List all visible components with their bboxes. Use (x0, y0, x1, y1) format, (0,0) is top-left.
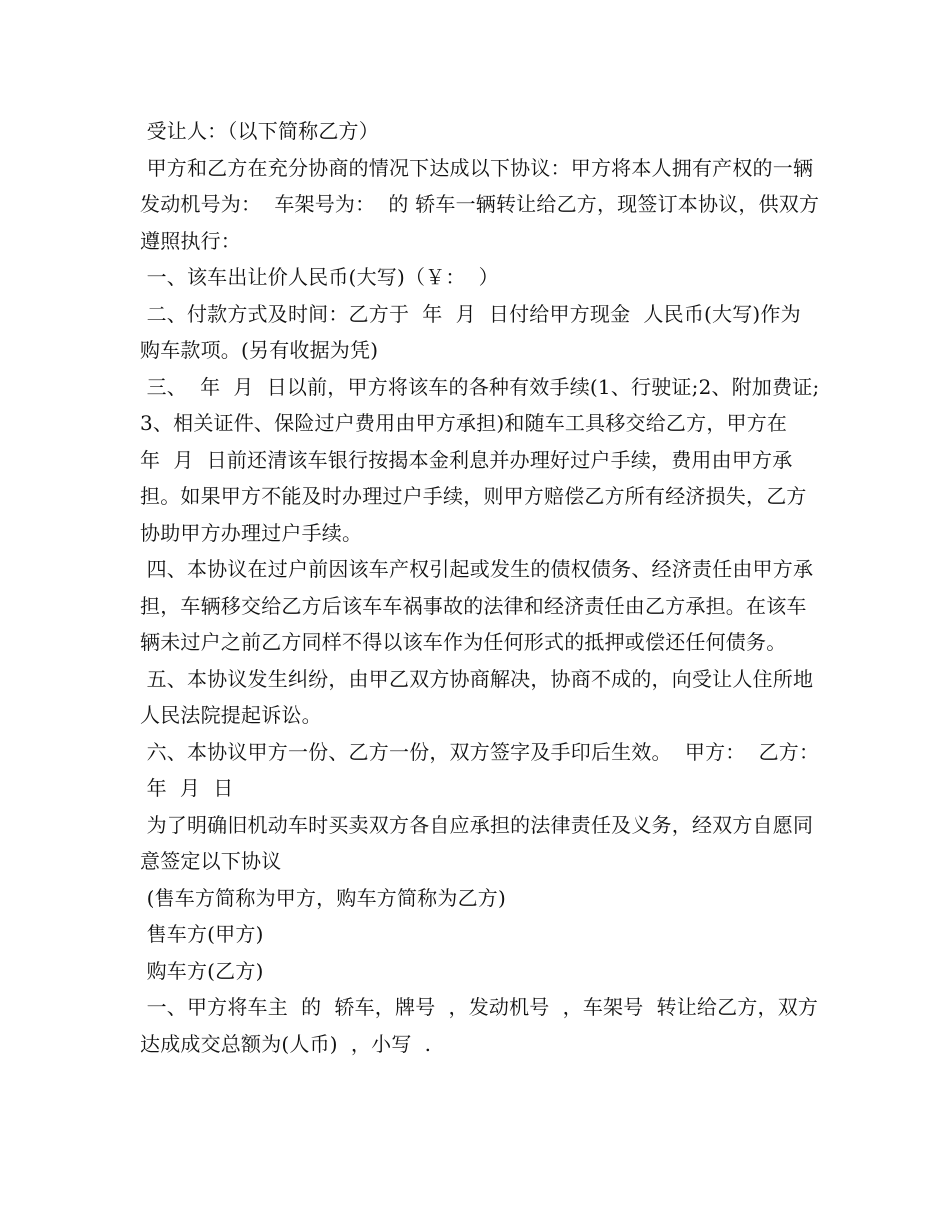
clause-4-liability: 四、本协议在过户前因该车产权引起或发生的债权债务、经济责任由甲方承担，车辆移交给乙方后该车车祸事故的法律和经济责任由乙方承担。在该车辆未过户之前乙方同样不得以该车作为任何形式的抵押或偿还任何债务。 (140, 557, 814, 654)
transferee-line: 受让人：（以下简称乙方） (140, 119, 379, 143)
clause-2-payment: 二、付款方式及时间：乙方于 年 月 日付给甲方现金 人民币(大写)作为购车款项。(另有收据为凭) (140, 301, 801, 362)
second-agreement-intro: 为了明确旧机动车时买卖双方各自应承担的法律责任及义务，经双方自愿同意签定以下协议 (140, 812, 814, 873)
party-abbreviation-note: (售车方简称为甲方，购车方简称为乙方) (140, 885, 506, 910)
date-line: 年 月 日 (140, 776, 234, 800)
clause-5-dispute: 五、本协议发生纠纷，由甲乙双方协商解决，协商不成的，向受让人住所地人民法院提起诉讼。 (140, 666, 814, 727)
document-body (140, 113, 820, 1062)
buyer-party-label: 购车方(乙方) (140, 958, 264, 983)
seller-party-label: 售车方(甲方) (140, 922, 264, 946)
clause-1-price: 一、该车出让价人民币(大写)（￥： ） (140, 265, 499, 289)
clause-6-copies-signatures: 六、本协议甲方一份、乙方一份，双方签字及手印后生效。 甲方： 乙方： (140, 739, 820, 764)
second-clause-1-vehicle: 一、甲方将车主 的 轿车，牌号 ，发动机号 ，车架号 转让给乙方，双方达成成交总额为(人币) ，小写 . (140, 995, 819, 1056)
agreement-intro: 甲方和乙方在充分协商的情况下达成以下协议：甲方将本人拥有产权的一辆发动机号为： 车架号为： 的 轿车一辆转让给乙方，现签订本协议，供双方遵照执行： (140, 155, 820, 253)
clause-3-handover: 三、 年 月 日以前，甲方将该车的各种有效手续(1、行驶证;2、附加费证;3、相关证件、保险过户费用由甲方承担)和随车工具移交给乙方，甲方在 年 月 日前还清该车银行按揭本金利息并办理好过户手续，费用由甲方承担。如果甲方不能及时办理过户手续，则甲方赔偿乙方所有经济损失，乙方协助甲方办理过户手续。 (140, 374, 820, 545)
